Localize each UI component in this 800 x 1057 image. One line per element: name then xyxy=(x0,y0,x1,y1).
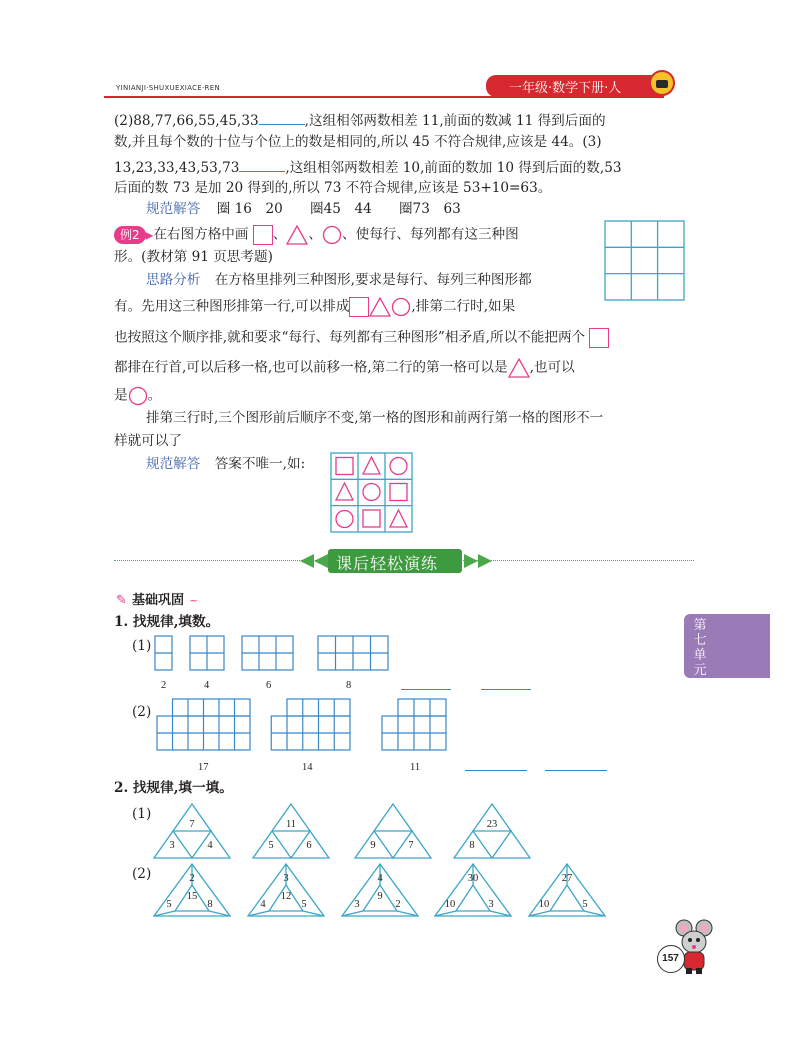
tri-top: 7 xyxy=(189,819,195,830)
leaf-icon-left xyxy=(300,552,330,570)
tri-left: 5 xyxy=(166,899,172,910)
q1-p1-answer-blank[interactable] xyxy=(481,675,531,690)
example-badge xyxy=(114,226,146,244)
tri-left: 10 xyxy=(444,899,456,910)
q1-p1-answer-blank[interactable] xyxy=(401,675,451,690)
tri-left: 4 xyxy=(260,899,266,910)
para1-line2: 数,并且每个数的十位与个位上的数是相同的,所以 45 不符合规律,应该是 44。(3) xyxy=(114,134,602,150)
para1-line3 xyxy=(114,157,622,176)
answer-text: 圈 16 20 圈45 44 圈73 63 xyxy=(216,201,461,217)
badge-text: 例2 xyxy=(120,227,140,242)
answer-grid xyxy=(330,452,414,534)
analysis-line1 xyxy=(146,272,532,288)
triangle-outline xyxy=(452,803,532,859)
triangle-outline xyxy=(353,803,433,859)
text: 是 xyxy=(114,387,128,404)
answer-label: 规范解答 xyxy=(146,201,201,217)
tri-left: 8 xyxy=(469,840,475,851)
q1-p2-number: 11 xyxy=(410,762,421,773)
text: 、使每行、每列都有这三种图 xyxy=(342,226,519,243)
answer-text: 答案不唯一,如: xyxy=(214,456,306,472)
text: 也按照这个顺序排,就和要求“每行、每列都有三种图形”相矛盾,所以不能把两个 xyxy=(114,329,586,346)
swirl-icon: ~ xyxy=(189,594,199,607)
empty-grid xyxy=(604,220,686,302)
header-title: 一年级·数学下册·人 xyxy=(509,81,622,96)
tri-right: 2 xyxy=(395,899,401,910)
q1-part2-label: (2) xyxy=(132,704,152,720)
circle-shape xyxy=(128,386,148,406)
tri-right: 5 xyxy=(582,899,588,910)
q2-part1-label: (1) xyxy=(132,806,152,822)
triangle-shape xyxy=(286,225,308,245)
q1-grids-1 xyxy=(150,634,400,672)
text: 在右图方格中画 xyxy=(153,226,249,243)
q1-p1-number: 8 xyxy=(346,680,352,691)
q1-part1-label: (1) xyxy=(132,638,152,654)
tab-char: 元 xyxy=(693,663,707,678)
q1-title: 1. 找规律,填数。 xyxy=(114,614,220,630)
triangle-shape xyxy=(369,297,391,317)
tri-top: 27 xyxy=(561,873,573,884)
q1-p1-number: 6 xyxy=(266,680,272,691)
analysis-line2 xyxy=(114,297,515,317)
example2-line1: 例2 ▶在右图方格中画 、 、 、使每行、每列都有这三种图 xyxy=(114,225,519,245)
q2-p2-triangle xyxy=(433,863,513,917)
text: 。 xyxy=(147,387,162,404)
tri-top: 11 xyxy=(285,819,297,830)
text: ,这组相邻两数相差 11,前面的数减 11 得到后面的 xyxy=(304,113,606,129)
triangle-shape xyxy=(508,358,530,378)
tri-left: 3 xyxy=(354,899,360,910)
tab-char: 第 xyxy=(693,618,707,633)
tri-top: 3 xyxy=(283,873,289,884)
q1-p1-number: 2 xyxy=(161,680,167,691)
triangle-outline xyxy=(251,803,331,859)
tri-mid: 15 xyxy=(186,891,198,902)
analysis-line4 xyxy=(114,358,575,378)
q1-p1-number: 4 xyxy=(204,680,210,691)
q2-title: 2. 找规律,填一填。 xyxy=(114,780,233,796)
q2-p2-triangle xyxy=(152,863,232,917)
q2-p1-triangle xyxy=(452,803,532,859)
analysis-line7: 样就可以了 xyxy=(114,433,182,449)
tab-char: 单 xyxy=(693,648,707,663)
tri-top: 30 xyxy=(467,873,479,884)
header-logo-icon xyxy=(649,70,675,96)
q2-p1-triangle xyxy=(251,803,331,859)
answer2 xyxy=(146,456,305,472)
tri-left: 10 xyxy=(538,899,550,910)
page-number-badge xyxy=(657,945,685,973)
analysis-line5 xyxy=(114,386,161,406)
unit-tab-text xyxy=(692,618,708,678)
section-banner xyxy=(300,549,470,573)
tri-right: 6 xyxy=(306,840,312,851)
tri-right: 7 xyxy=(408,840,414,851)
circle-shape xyxy=(322,225,342,245)
example2-line2: 形。(教材第 91 页思考题) xyxy=(114,249,273,265)
text: 都排在行首,可以后移一格,也可以前移一格,第二行的第一格可以是 xyxy=(114,359,508,376)
header-pinyin: YINIANJI·SHUXUEXIACE·REN xyxy=(116,84,220,92)
q2-p2-triangle xyxy=(527,863,607,917)
tri-top: 2 xyxy=(189,873,195,884)
text: ,也可以 xyxy=(529,359,575,376)
blank xyxy=(239,157,285,172)
text: ,这组相邻两数相差 10,前面的数加 10 得到后面的数,53 xyxy=(285,160,622,176)
para1-line4: 后面的数 73 是加 20 得到的,所以 73 不符合规律,应该是 53+10=63。 xyxy=(114,180,552,196)
triangle-outline xyxy=(152,803,232,859)
unit-side-tab xyxy=(684,614,770,678)
tri-right: 5 xyxy=(301,899,307,910)
answer-label: 规范解答 xyxy=(146,456,201,472)
blank xyxy=(259,110,305,125)
arrow-icon: ▶ xyxy=(145,230,154,242)
q1-grids-2 xyxy=(150,697,460,752)
tri-right: 8 xyxy=(207,899,213,910)
circle-shape xyxy=(391,297,411,317)
analysis-label: 思路分析 xyxy=(146,272,201,288)
tri-left: 9 xyxy=(370,840,376,851)
q2-p1-triangle xyxy=(353,803,433,859)
tri-left: 3 xyxy=(169,840,175,851)
q1-p2-answer-blank[interactable] xyxy=(545,756,607,771)
tri-right: 4 xyxy=(207,840,213,851)
q2-p2-triangle xyxy=(246,863,326,917)
pencil-icon: ✎ xyxy=(116,593,127,608)
sequence-2: (2)88,77,66,55,45,33 xyxy=(114,113,259,129)
q2-p1-triangle xyxy=(152,803,232,859)
text: 在方格里排列三种图形,要求是每行、每列三种图形都 xyxy=(214,272,532,288)
basic-label-text: 基础巩固 xyxy=(132,593,185,608)
square-shape xyxy=(349,297,369,317)
tri-top: 23 xyxy=(486,819,498,830)
tab-char: 七 xyxy=(693,633,707,648)
analysis-line6: 排第三行时,三个图形前后顺序不变,第一格的图形和前两行第一格的图形不一 xyxy=(146,410,604,426)
page-header xyxy=(104,70,704,98)
tri-mid: 12 xyxy=(280,891,292,902)
answer1 xyxy=(146,201,461,217)
tri-left: 5 xyxy=(268,840,274,851)
text: 有。先用这三种图形排第一行,可以排成 xyxy=(114,298,350,315)
square-shape xyxy=(589,328,609,348)
q1-p2-number: 17 xyxy=(198,762,209,773)
analysis-line3 xyxy=(114,328,609,348)
section-title: 课后轻松演练 xyxy=(336,554,439,573)
page-number: 157 xyxy=(662,953,679,964)
q1-p2-answer-blank[interactable] xyxy=(465,756,527,771)
square-shape xyxy=(253,225,273,245)
text: ,排第二行时,如果 xyxy=(411,298,516,315)
q2-p2-triangle xyxy=(340,863,420,917)
sequence-3: 13,23,33,43,53,73 xyxy=(114,160,240,176)
basic-section-label xyxy=(116,589,198,608)
tri-right: 3 xyxy=(488,899,494,910)
leaf-icon-right xyxy=(464,552,494,570)
tri-top: 4 xyxy=(377,873,383,884)
para1-line1 xyxy=(114,110,606,129)
tri-mid: 9 xyxy=(377,891,383,902)
q2-part2-label: (2) xyxy=(132,866,152,882)
q1-p2-number: 14 xyxy=(302,762,313,773)
